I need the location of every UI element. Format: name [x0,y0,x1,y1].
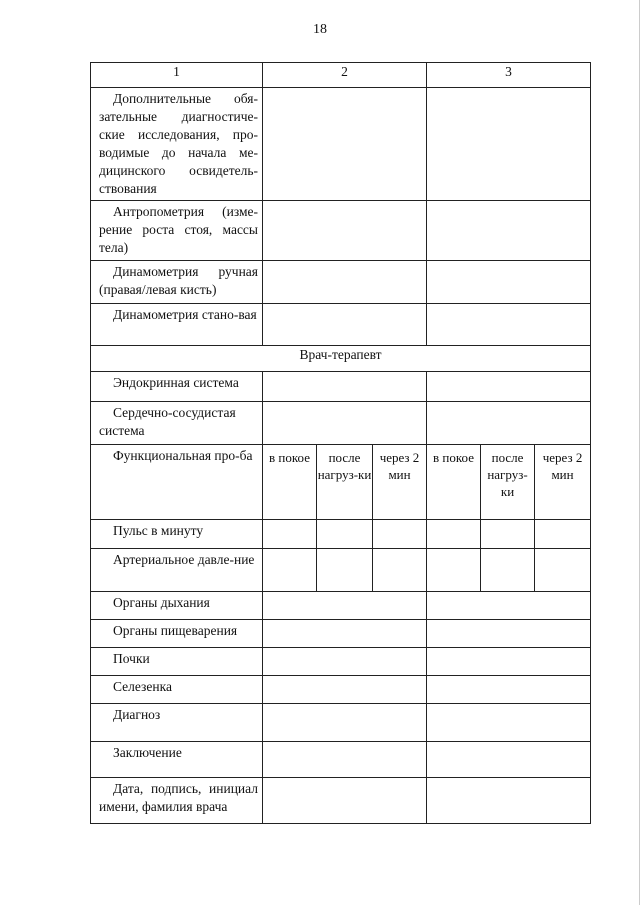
entry-cell[interactable] [263,549,317,592]
header-row [91,63,591,88]
entry-cell[interactable] [263,201,427,261]
table-row [91,201,591,261]
subheader-after-load: после нагруз-ки [481,445,535,520]
row-label: Дополнительные обя-зательные диагностиче-ские исследования, про-водимые до начала ме-дицинского освидетель-ствования [91,88,263,201]
entry-cell[interactable] [263,742,427,778]
table-row [91,742,591,778]
table-row [91,549,591,592]
table-row [91,372,591,402]
subheader-after-load: после нагруз-ки [317,445,373,520]
entry-cell[interactable] [317,549,373,592]
table-row [91,520,591,549]
entry-cell[interactable] [427,520,481,549]
entry-cell[interactable] [427,704,591,742]
entry-cell[interactable] [263,520,317,549]
row-label: Эндокринная система [91,372,263,402]
row-label: Селезенка [91,676,263,704]
subheader-rest: в покое [263,445,317,520]
entry-cell[interactable] [373,520,427,549]
row-label: Заключение [91,742,263,778]
table-row [91,304,591,346]
entry-cell[interactable] [427,648,591,676]
entry-cell[interactable] [427,261,591,304]
row-label: Органы дыхания [91,592,263,620]
row-label: Пульс в минуту [91,520,263,549]
entry-cell[interactable] [427,549,481,592]
row-label: Сердечно-сосудистая система [91,402,263,445]
row-label: Динамометрия ручная (правая/левая кисть) [91,261,263,304]
table-row [91,620,591,648]
subheader-rest: в покое [427,445,481,520]
entry-cell[interactable] [263,88,427,201]
table-row [91,592,591,620]
entry-cell[interactable] [427,304,591,346]
entry-cell[interactable] [427,592,591,620]
entry-cell[interactable] [263,402,427,445]
subheader-after-2min: через 2 мин [535,445,591,520]
row-label: Дата, подпись, инициал имени, фамилия врача [91,778,263,824]
entry-cell[interactable] [427,372,591,402]
entry-cell[interactable] [263,648,427,676]
table-row [91,648,591,676]
entry-cell[interactable] [535,520,591,549]
table-row [91,402,591,445]
section-row [91,346,591,372]
header-col-3: 3 [427,63,591,88]
entry-cell[interactable] [373,549,427,592]
entry-cell[interactable] [427,620,591,648]
table-row [91,704,591,742]
row-label: Почки [91,648,263,676]
table-row [91,676,591,704]
entry-cell[interactable] [263,261,427,304]
table-row [91,261,591,304]
functional-test-row [91,445,591,520]
entry-cell[interactable] [427,778,591,824]
entry-cell[interactable] [263,592,427,620]
entry-cell[interactable] [263,778,427,824]
header-col-1: 1 [91,63,263,88]
entry-cell[interactable] [427,742,591,778]
entry-cell[interactable] [481,520,535,549]
table-row [91,88,591,201]
header-col-2: 2 [263,63,427,88]
entry-cell[interactable] [263,620,427,648]
section-title: Врач-терапевт [91,346,591,372]
entry-cell[interactable] [427,402,591,445]
entry-cell[interactable] [317,520,373,549]
entry-cell[interactable] [263,704,427,742]
entry-cell[interactable] [263,372,427,402]
medical-exam-table [90,62,591,824]
entry-cell[interactable] [481,549,535,592]
row-label: Функциональная про-ба [91,445,263,520]
row-label: Диагноз [91,704,263,742]
row-label: Артериальное давле-ние [91,549,263,592]
entry-cell[interactable] [263,304,427,346]
row-label: Органы пищеварения [91,620,263,648]
table-row [91,778,591,824]
page-number: 18 [313,22,327,37]
row-label: Динамометрия стано-вая [91,304,263,346]
entry-cell[interactable] [535,549,591,592]
entry-cell[interactable] [263,676,427,704]
row-label: Антропометрия (изме-рение роста стоя, массы тела) [91,201,263,261]
subheader-after-2min: через 2 мин [373,445,427,520]
entry-cell[interactable] [427,676,591,704]
entry-cell[interactable] [427,201,591,261]
entry-cell[interactable] [427,88,591,201]
